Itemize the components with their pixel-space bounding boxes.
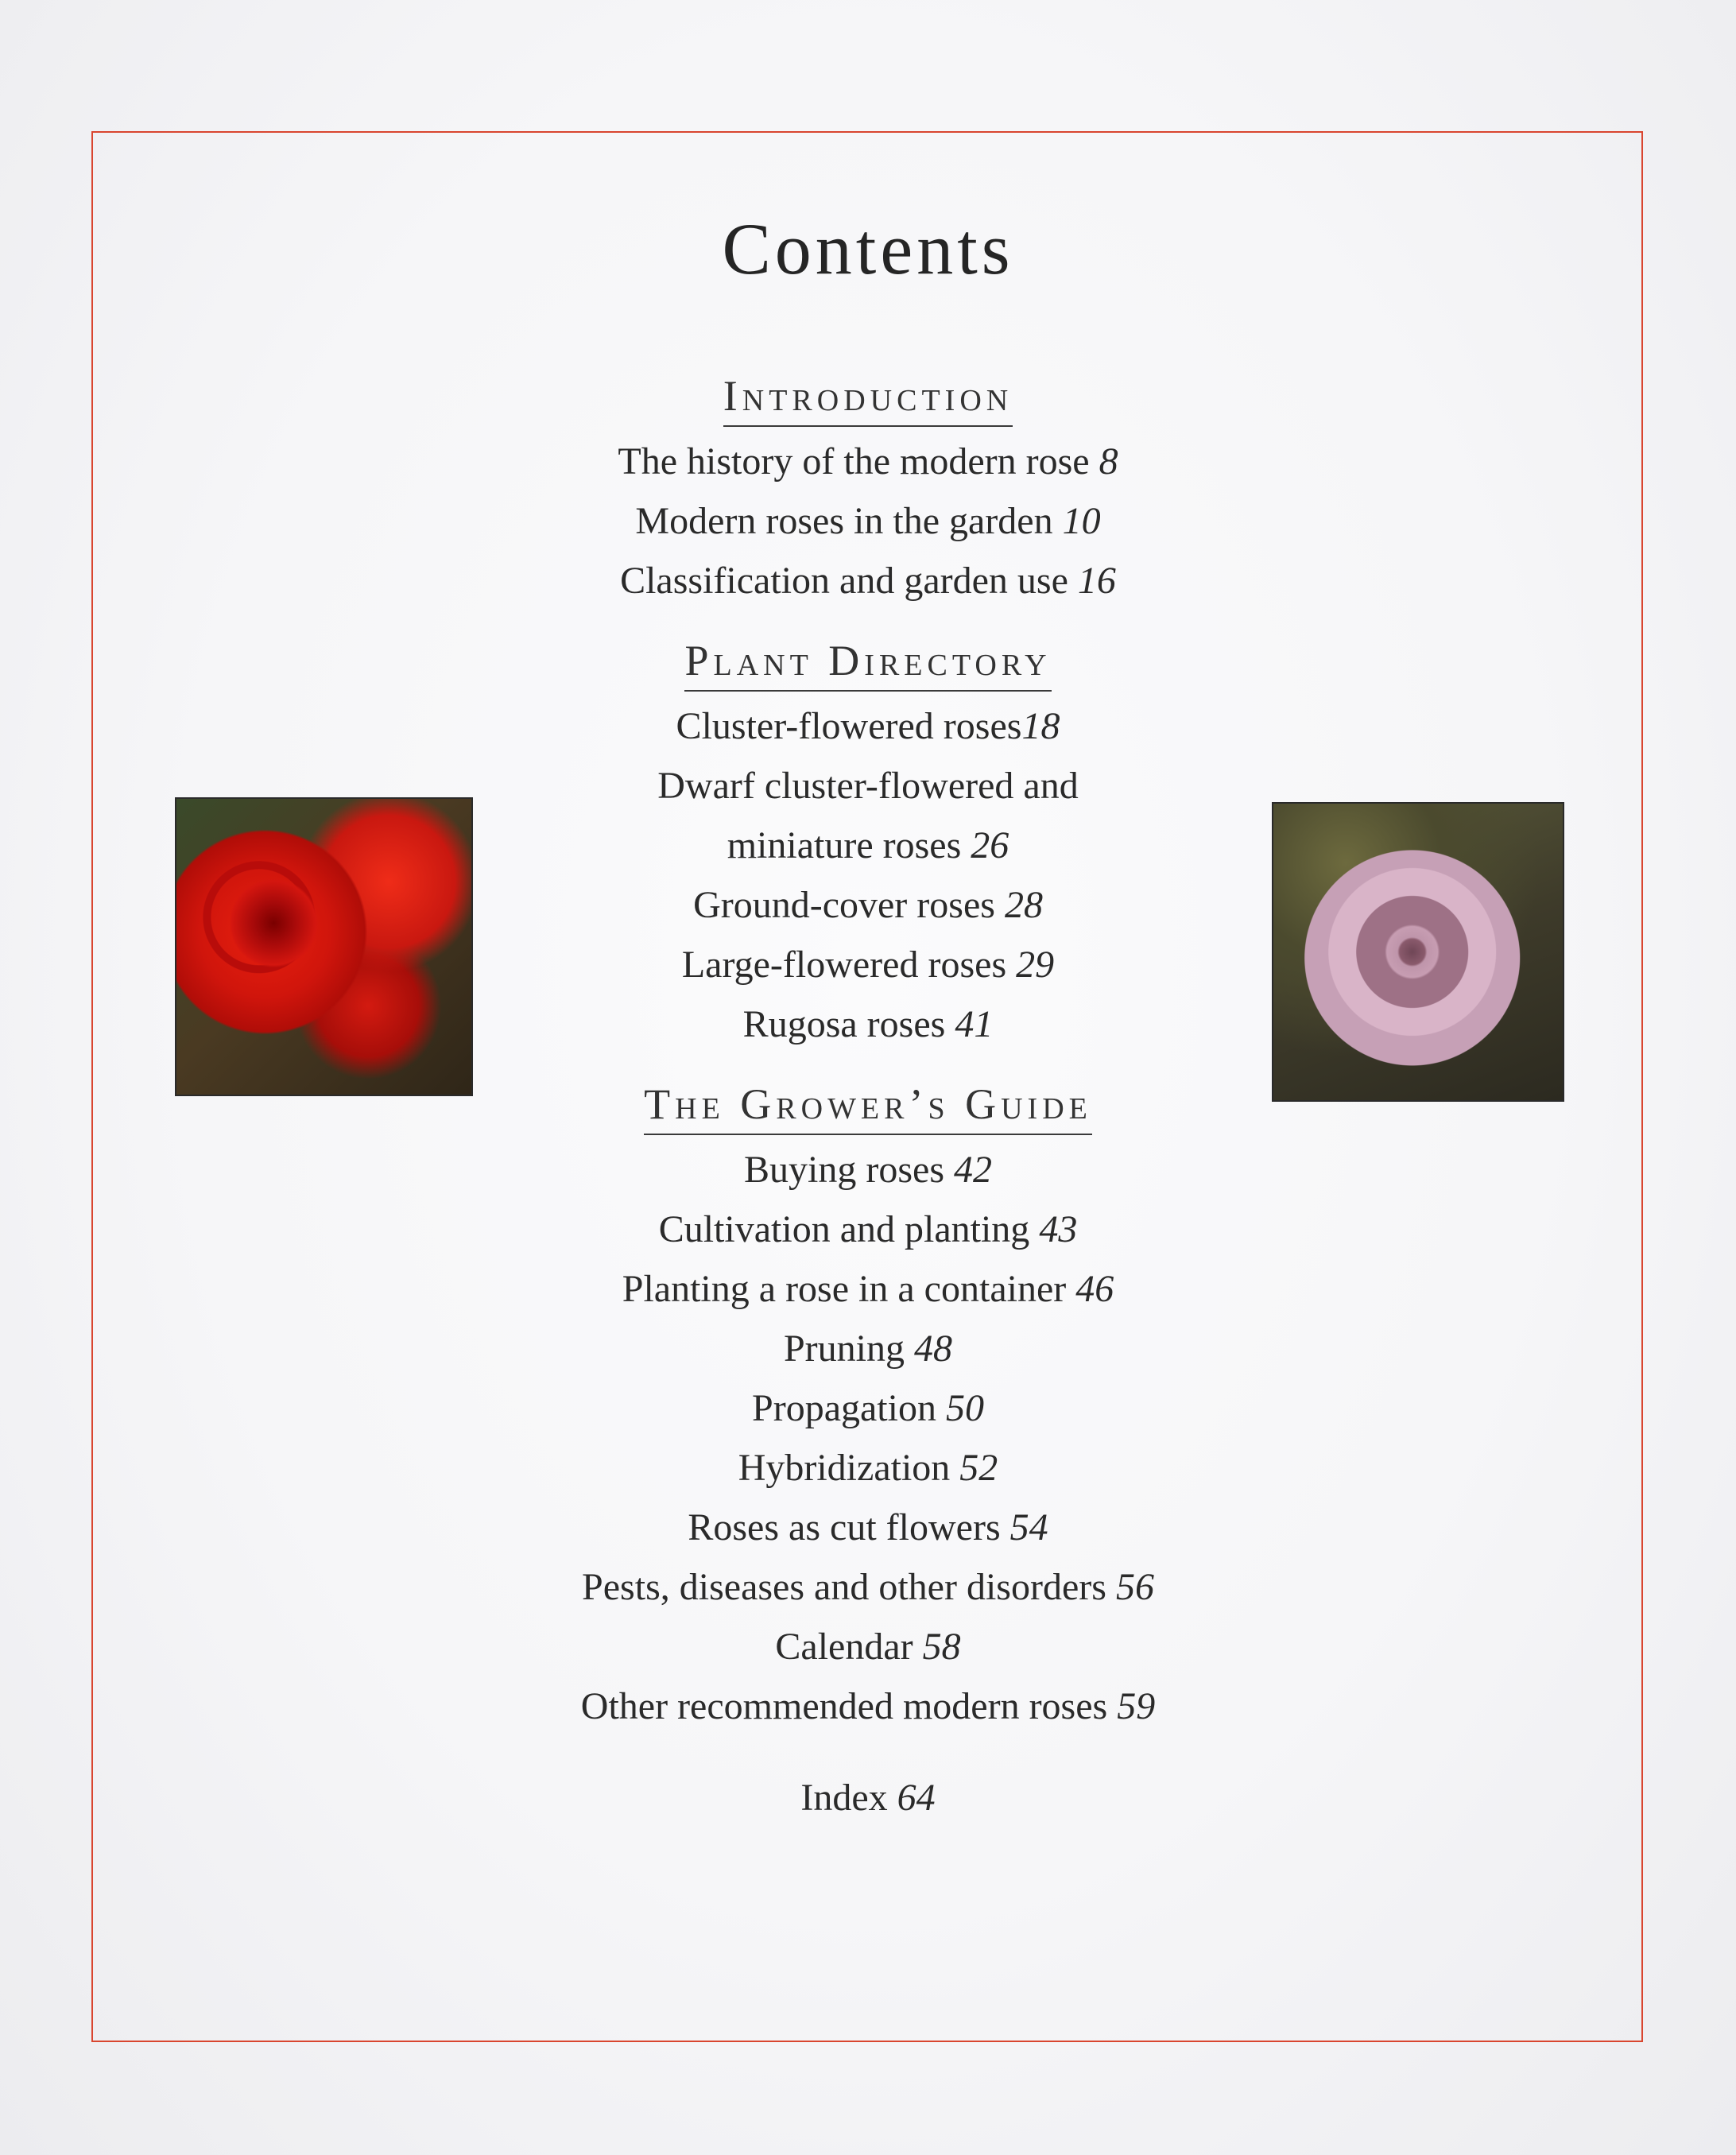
toc-entry-title: Rugosa roses [742,1003,955,1045]
section-introduction [0,370,1736,432]
toc-entry-title: Pruning [783,1327,914,1370]
toc-entry-title: Ground-cover roses [693,884,1005,926]
toc-entry-page: 64 [897,1777,936,1819]
toc-entry [0,491,1736,551]
toc-entry-page: 26 [971,824,1009,866]
toc-entry [0,1259,1736,1319]
toc-entry [0,1557,1736,1617]
toc-entry-title: Roses as cut flowers [688,1506,1010,1548]
toc-entry [0,1140,1736,1200]
toc-entry-page: 50 [945,1387,984,1429]
toc-entry-page: 48 [914,1327,952,1370]
toc-entry-page: 46 [1075,1268,1114,1310]
toc-entry-page: 43 [1039,1208,1078,1250]
toc-entry-title: Dwarf cluster-flowered and [657,765,1079,807]
section-heading: Plant Directory [684,634,1051,692]
toc-entry [0,1676,1736,1736]
toc-entry-title: Propagation [752,1387,946,1429]
toc-entry-title: Other recommended modern roses [580,1685,1118,1727]
pink-rose-photo [1272,802,1564,1102]
page-title: Contents [722,208,1014,289]
toc-entry-page: 56 [1115,1566,1154,1608]
toc-entry [0,1378,1736,1438]
toc-entry [0,1438,1736,1498]
section-heading: Introduction [723,370,1013,427]
section-heading: The Grower’s Guide [644,1078,1092,1135]
toc-entry-title: Planting a rose in a container [622,1268,1076,1310]
toc-entry [0,551,1736,610]
toc-entry-page: 52 [959,1447,998,1489]
toc-entry-page: 54 [1009,1506,1048,1548]
toc-entry-page: 29 [1016,944,1055,986]
toc-entry [0,1200,1736,1259]
toc-entry-page: 59 [1117,1685,1156,1727]
toc-entry-title: Large-flowered roses [681,944,1017,986]
toc-entry-page: 42 [954,1149,992,1191]
toc-entry-title: Classification and garden use [620,560,1078,602]
toc-entry-page: 41 [955,1003,994,1045]
toc-entry-title: Cluster-flowered roses [676,705,1022,747]
toc-entry-title: Pests, diseases and other disorders [582,1566,1116,1608]
toc-entry-title: Modern roses in the garden [635,500,1063,542]
toc-entry-page: 8 [1099,440,1118,483]
toc-entry-title: Calendar [775,1626,923,1668]
toc-entry [0,696,1736,756]
toc-entry-page: 10 [1062,500,1101,542]
toc-entry-title: The history of the modern rose [618,440,1099,483]
toc-entry-page: 16 [1077,560,1116,602]
toc-entry [0,1319,1736,1378]
toc-entry-title: Cultivation and planting [658,1208,1040,1250]
toc-entry-title: Index [800,1777,897,1819]
toc-entry [0,1617,1736,1676]
toc-entry-page: 58 [922,1626,961,1668]
toc-entry-title: Hybridization [738,1447,960,1489]
section-plant-directory [0,634,1736,696]
toc-entry [0,1498,1736,1557]
toc-index-entry [0,1768,1736,1827]
toc-entry-page: 28 [1004,884,1043,926]
toc-entry-title: miniature roses [727,824,971,866]
red-rose-photo [175,797,473,1096]
toc-entry-page: 18 [1021,705,1060,747]
toc-entry-title: Buying roses [744,1149,954,1191]
toc-entry [0,432,1736,491]
